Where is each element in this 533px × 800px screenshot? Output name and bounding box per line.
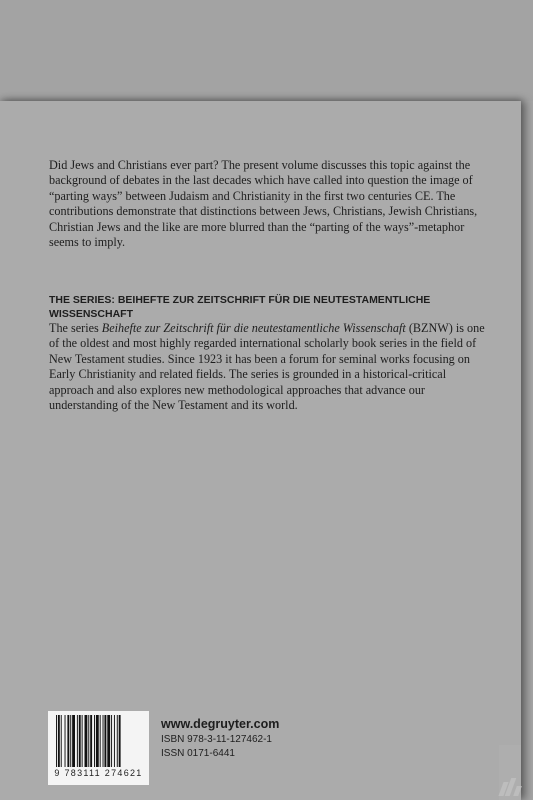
barcode-bar (90, 715, 92, 767)
issn-number: ISSN 0171-6441 (161, 747, 235, 759)
barcode-bar (56, 715, 57, 767)
series-description (49, 321, 489, 413)
series-heading: THE SERIES: BEIHEFTE ZUR ZEITSCHRIFT FÜR DIE NEUTESTAMENTLICHE WISSENSCHAFT (49, 294, 431, 320)
barcode-bar (117, 715, 118, 767)
barcode-bar (67, 715, 69, 767)
barcode-bar (79, 715, 81, 767)
barcode-bar (104, 715, 106, 767)
series-intro: The series (49, 321, 102, 335)
barcode-bar (107, 715, 110, 767)
barcode (48, 711, 149, 785)
barcode-bar (88, 715, 89, 767)
series-body: (BZNW) is one of the oldest and most highly regarded international scholarly book series in the field of New Testament studies. Since 1923 it has been a forum for seminal works focusing on Early Christianity and related fields. The series is grounded in a historical-critical approach and also explores new methodological approaches that advance our understanding of the New Testament and its world. (49, 321, 485, 413)
blurb-text: Did Jews and Christians ever part? The present volume discusses this topic against the background of debates in the last decades which have called into question the image of “parting ways” between Judaism and Christianity in the first two centuries CE. The contributions demonstrate that distinctions between Jews, Christians, Jewish Christians, Christian Jews and the like are more blurred than the “parting of the ways”-metaphor seems to imply. (49, 158, 478, 250)
barcode-bar (111, 715, 112, 767)
barcode-bar (96, 715, 99, 767)
barcode-bar (100, 715, 101, 767)
barcode-bar (61, 715, 62, 767)
corner-mark (499, 745, 521, 800)
barcode-bar (70, 715, 71, 767)
background-strip (0, 0, 533, 101)
barcode-bar (94, 715, 95, 767)
barcode-bar (114, 715, 115, 767)
barcode-bar (65, 715, 66, 767)
isbn-number: ISBN 978-3-11-127462-1 (161, 734, 272, 745)
publisher-info (161, 716, 279, 760)
barcode-bar (119, 715, 121, 767)
barcode-bars (56, 715, 142, 767)
publisher-url[interactable]: www.degruyter.com (161, 717, 280, 731)
barcode-bar (85, 715, 88, 767)
barcode-bar (103, 715, 104, 767)
barcode-number: 9 783111 274621 (54, 768, 143, 778)
series-title: Beihefte zur Zeitschrift für die neutestamentliche Wissenschaft (101, 321, 406, 335)
barcode-bar (82, 715, 83, 767)
barcode-bar (58, 715, 60, 767)
barcode-bar (77, 715, 78, 767)
barcode-bar (72, 715, 75, 767)
